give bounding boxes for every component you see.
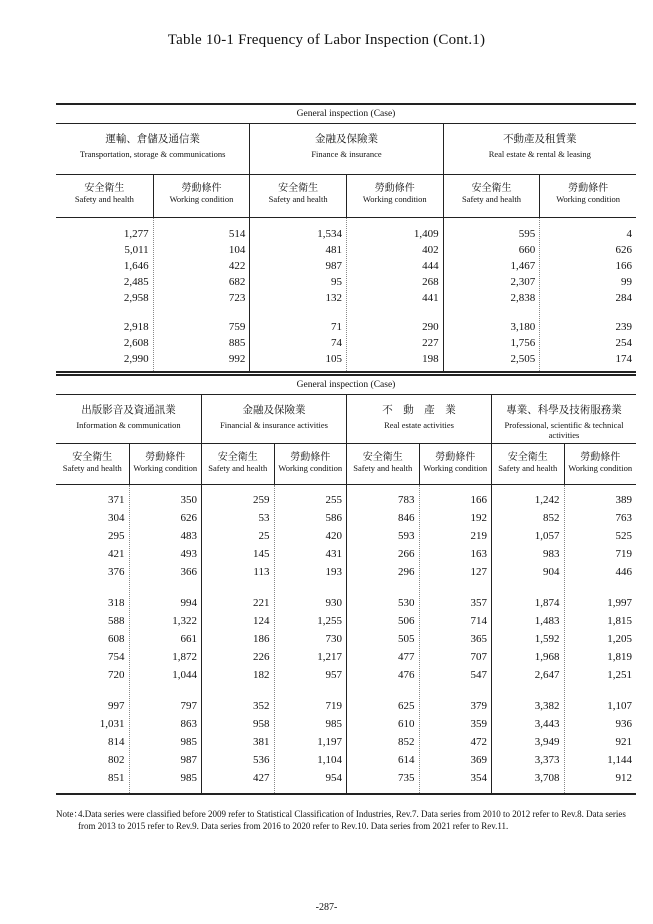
table-cell: 259 — [253, 494, 270, 506]
table-cell: 954 — [325, 772, 342, 784]
sub-header-zh: 安全衛生 — [278, 183, 319, 194]
table-cell: 95 — [330, 276, 342, 288]
table-cell: 625 — [398, 700, 415, 712]
table-cell: 1,277 — [123, 228, 149, 240]
table-cell: 958 — [253, 718, 270, 730]
table-cell: 226 — [253, 651, 270, 663]
table-cell: 608 — [108, 633, 125, 645]
table-cell: 754 — [108, 651, 125, 663]
sub-header-en: Working condition — [423, 463, 488, 473]
table-cell: 983 — [543, 548, 560, 560]
group-header — [201, 395, 346, 443]
table-cell: 2,307 — [510, 276, 536, 288]
table-cell: 227 — [422, 337, 439, 349]
table-cell: 379 — [470, 700, 487, 712]
group-zh: 專業、科學及技術服務業 — [506, 404, 622, 416]
table-cell: 547 — [470, 669, 487, 681]
table-cell: 304 — [108, 512, 125, 524]
table-cell: 530 — [398, 597, 415, 609]
table-cell: 1,819 — [607, 651, 632, 663]
working-header — [539, 175, 636, 217]
note-text: 4.Data series were classified before 2009 refer to Statistical Classification of Industries, Rev.7. Data series from 2010 to 2012 refer to Rev.8. Data series from 2013 to 2015 refer to Rev.9. Data series from 2016 to 2020 refer to Rev.10. Data series from 2021 refer to Rev.11. — [78, 809, 626, 831]
sub-header-en: Working condition — [278, 463, 343, 473]
table-cell: 2,838 — [510, 292, 536, 304]
table-cell: 930 — [325, 597, 342, 609]
group-header-row — [56, 124, 636, 175]
table-cell: 3,443 — [534, 718, 560, 730]
sub-header-en: Working condition — [556, 194, 620, 204]
table-cell: 936 — [615, 718, 632, 730]
table-cell: 863 — [180, 718, 197, 730]
table-cell: 296 — [398, 566, 415, 578]
table-cell: 25 — [258, 530, 270, 542]
sub-header-zh: 安全衛生 — [471, 183, 512, 194]
table-cell: 714 — [470, 615, 487, 627]
column-divider — [129, 485, 130, 793]
inspection-table-1 — [56, 103, 636, 373]
table-caption: General inspection (Case) — [56, 376, 636, 395]
table-cell: 588 — [108, 615, 125, 627]
group-en: Financial & insurance activities — [220, 420, 328, 430]
group-zh: 不動產及租賃業 — [503, 133, 577, 145]
table-cell: 593 — [398, 530, 415, 542]
group-header-row — [56, 395, 636, 444]
table-cell: 661 — [180, 633, 197, 645]
table-cell: 506 — [398, 615, 415, 627]
group-header — [443, 124, 636, 174]
table-cell: 1,217 — [317, 651, 342, 663]
column-divider — [419, 485, 420, 793]
table-cell: 852 — [398, 736, 415, 748]
table-cell: 254 — [615, 337, 632, 349]
table-cell: 290 — [422, 321, 439, 333]
group-header — [249, 124, 442, 174]
sub-header-en: Safety and health — [461, 194, 521, 204]
table-cell: 885 — [228, 337, 246, 349]
table-cell: 735 — [398, 772, 415, 784]
table-cell: 421 — [108, 548, 125, 560]
page-title: Table 10-1 Frequency of Labor Inspection (Cont.1) — [167, 32, 486, 48]
table-cell: 814 — [108, 736, 125, 748]
table-cell: 1,255 — [317, 615, 342, 627]
group-zh: 運輸、倉儲及通信業 — [105, 133, 200, 145]
sub-header-row — [56, 175, 636, 218]
table-cell: 851 — [108, 772, 125, 784]
table-cell: 2,958 — [123, 292, 149, 304]
table-cell: 846 — [398, 512, 415, 524]
table-cell: 720 — [108, 669, 125, 681]
table-cell: 5,011 — [124, 244, 149, 256]
sub-header-en: Safety and health — [498, 463, 558, 473]
sub-header-zh: 勞動條件 — [290, 452, 331, 463]
table-cell: 221 — [253, 597, 270, 609]
sub-header-en: Working condition — [133, 463, 198, 473]
table-cell: 992 — [228, 353, 246, 365]
sub-header-en: Working condition — [568, 463, 633, 473]
table-cell: 1,646 — [123, 260, 149, 272]
table-body — [56, 485, 636, 793]
table-cell: 610 — [398, 718, 415, 730]
table-cell: 2,608 — [123, 337, 149, 349]
table-cell: 483 — [180, 530, 197, 542]
table-cell: 124 — [253, 615, 270, 627]
table-cell: 783 — [398, 494, 415, 506]
table-cell: 266 — [398, 548, 415, 560]
sub-header-en: Safety and health — [208, 463, 268, 473]
table-cell: 441 — [422, 292, 439, 304]
column-divider — [153, 218, 154, 371]
column-divider — [274, 485, 275, 793]
sub-header-zh: 安全衛生 — [507, 452, 548, 463]
table-cell: 514 — [228, 228, 246, 240]
column-divider — [443, 218, 444, 371]
group-en: Real estate activities — [384, 420, 454, 430]
table-cell: 389 — [615, 494, 632, 506]
table-cell: 481 — [325, 244, 342, 256]
table-cell: 444 — [422, 260, 439, 272]
table-cell: 525 — [615, 530, 632, 542]
table-cell: 723 — [228, 292, 246, 304]
table-cell: 446 — [615, 566, 632, 578]
group-zh: 不 動 產 業 — [382, 404, 456, 416]
table-cell: 357 — [470, 597, 487, 609]
table-cell: 4 — [626, 228, 632, 240]
table-cell: 427 — [253, 772, 270, 784]
table-cell: 431 — [325, 548, 342, 560]
table-cell: 985 — [325, 718, 342, 730]
table-cell: 166 — [470, 494, 487, 506]
group-header — [56, 124, 249, 174]
note-label: Note： — [56, 809, 83, 819]
group-zh: 出版影音及資通訊業 — [81, 404, 176, 416]
table-cell: 219 — [470, 530, 487, 542]
sub-header-zh: 勞動條件 — [145, 452, 186, 463]
table-cell: 1,044 — [172, 669, 197, 681]
table-cell: 3,949 — [534, 736, 560, 748]
table-cell: 1,197 — [317, 736, 342, 748]
group-header — [491, 395, 636, 443]
sub-header-en: Working condition — [362, 194, 427, 204]
table-cell: 2,647 — [534, 669, 560, 681]
column-divider — [249, 218, 250, 371]
table-cell: 719 — [615, 548, 632, 560]
safety-header — [201, 444, 274, 484]
working-header — [346, 175, 443, 217]
table-cell: 371 — [108, 494, 125, 506]
table-cell: 2,918 — [123, 321, 149, 333]
table-cell: 350 — [180, 494, 197, 506]
sub-header-zh: 安全衛生 — [362, 452, 403, 463]
table-cell: 921 — [615, 736, 632, 748]
table-cell: 422 — [228, 260, 246, 272]
table-cell: 1,031 — [99, 718, 125, 730]
sub-header-zh: 安全衛生 — [72, 452, 113, 463]
safety-header — [346, 444, 419, 484]
table-cell: 145 — [253, 548, 270, 560]
table-cell: 1,144 — [607, 754, 632, 766]
table-cell: 366 — [180, 566, 197, 578]
table-cell: 239 — [615, 321, 632, 333]
working-header — [129, 444, 202, 484]
table-cell: 113 — [253, 566, 270, 578]
table-cell: 626 — [180, 512, 197, 524]
table-cell: 2,485 — [123, 276, 149, 288]
table-cell: 1,592 — [534, 633, 560, 645]
column-divider — [564, 485, 565, 793]
table-cell: 255 — [325, 494, 342, 506]
table-cell: 1,815 — [607, 615, 632, 627]
table-cell: 284 — [615, 292, 632, 304]
table-cell: 985 — [180, 736, 197, 748]
table-cell: 71 — [330, 321, 342, 333]
table-cell: 759 — [228, 321, 246, 333]
table-cell: 763 — [615, 512, 632, 524]
table-cell: 957 — [325, 669, 342, 681]
table-cell: 707 — [470, 651, 487, 663]
table-cell: 719 — [325, 700, 342, 712]
table-cell: 987 — [180, 754, 197, 766]
safety-header — [56, 444, 129, 484]
table-cell: 2,990 — [123, 353, 149, 365]
sub-header-zh: 安全衛生 — [84, 183, 125, 194]
column-divider — [346, 485, 347, 793]
table-cell: 987 — [325, 260, 342, 272]
table-cell: 420 — [325, 530, 342, 542]
page-number: -287- — [315, 902, 338, 913]
table-cell: 1,467 — [510, 260, 536, 272]
table-cell: 614 — [398, 754, 415, 766]
sub-header-zh: 安全衛生 — [217, 452, 258, 463]
table-cell: 354 — [470, 772, 487, 784]
sub-header-zh: 勞動條件 — [435, 452, 476, 463]
table-cell: 104 — [228, 244, 246, 256]
table-cell: 1,483 — [534, 615, 560, 627]
column-divider — [539, 218, 540, 371]
sub-header-zh: 勞動條件 — [181, 183, 222, 194]
table-cell: 477 — [398, 651, 415, 663]
table-cell: 472 — [470, 736, 487, 748]
table-cell: 1,872 — [172, 651, 197, 663]
table-cell: 3,373 — [534, 754, 560, 766]
table-cell: 132 — [325, 292, 342, 304]
safety-header — [443, 175, 540, 217]
table-cell: 369 — [470, 754, 487, 766]
table-cell: 476 — [398, 669, 415, 681]
table-cell: 1,322 — [172, 615, 197, 627]
table-cell: 193 — [325, 566, 342, 578]
safety-header — [56, 175, 153, 217]
table-cell: 912 — [615, 772, 632, 784]
table-cell: 505 — [398, 633, 415, 645]
table-cell: 493 — [180, 548, 197, 560]
table-cell: 365 — [470, 633, 487, 645]
table-cell: 1,534 — [317, 228, 342, 240]
table-cell: 1,057 — [534, 530, 560, 542]
table-cell: 1,968 — [534, 651, 560, 663]
sub-header-en: Working condition — [169, 194, 234, 204]
safety-header — [249, 175, 346, 217]
table-cell: 1,756 — [510, 337, 536, 349]
sub-header-zh: 勞動條件 — [568, 183, 609, 194]
table-cell: 3,382 — [534, 700, 560, 712]
sub-header-row — [56, 444, 636, 485]
table-cell: 359 — [470, 718, 487, 730]
group-en: Finance & insurance — [311, 149, 382, 159]
group-header — [56, 395, 201, 443]
table-caption: General inspection (Case) — [56, 105, 636, 124]
group-header — [346, 395, 491, 443]
table-cell: 182 — [253, 669, 270, 681]
table-cell: 127 — [470, 566, 487, 578]
table-cell: 352 — [253, 700, 270, 712]
table-cell: 536 — [253, 754, 270, 766]
column-divider — [346, 218, 347, 371]
table-cell: 166 — [615, 260, 632, 272]
working-header — [419, 444, 492, 484]
table-cell: 3,180 — [510, 321, 536, 333]
column-divider — [201, 485, 202, 793]
table-cell: 376 — [108, 566, 125, 578]
table-cell: 1,104 — [317, 754, 342, 766]
table-body — [56, 218, 636, 371]
safety-header — [491, 444, 564, 484]
table-cell: 163 — [470, 548, 487, 560]
working-header — [153, 175, 250, 217]
group-en: Transportation, storage & communications — [79, 149, 226, 159]
table-cell: 295 — [108, 530, 125, 542]
table-cell: 1,251 — [607, 669, 632, 681]
sub-header-zh: 勞動條件 — [580, 452, 621, 463]
table-cell: 1,205 — [607, 633, 632, 645]
sub-header-en: Safety and health — [74, 194, 134, 204]
table-cell: 682 — [228, 276, 246, 288]
group-zh: 金融及保險業 — [242, 404, 306, 416]
table-cell: 802 — [108, 754, 125, 766]
sub-header-en: Safety and health — [353, 463, 413, 473]
table-cell: 730 — [325, 633, 342, 645]
working-header — [274, 444, 347, 484]
group-en: Real estate & rental & leasing — [488, 149, 591, 159]
column-divider — [491, 485, 492, 793]
table-cell: 1,874 — [534, 597, 560, 609]
table-cell: 402 — [422, 244, 439, 256]
table-cell: 1,242 — [534, 494, 560, 506]
footnote — [56, 808, 636, 832]
sub-header-zh: 勞動條件 — [374, 183, 415, 194]
table-cell: 852 — [543, 512, 560, 524]
table-cell: 797 — [180, 700, 197, 712]
table-cell: 186 — [253, 633, 270, 645]
sub-header-en: Safety and health — [268, 194, 328, 204]
table-cell: 1,997 — [607, 597, 632, 609]
table-cell: 99 — [620, 276, 632, 288]
table-cell: 381 — [253, 736, 270, 748]
group-zh: 金融及保險業 — [314, 133, 378, 145]
table-cell: 997 — [108, 700, 125, 712]
table-cell: 105 — [325, 353, 342, 365]
table-cell: 192 — [470, 512, 487, 524]
table-cell: 904 — [543, 566, 560, 578]
group-en: Information & communication — [76, 420, 181, 430]
table-cell: 2,505 — [510, 353, 536, 365]
table-cell: 985 — [180, 772, 197, 784]
table-cell: 586 — [325, 512, 342, 524]
inspection-table-2 — [56, 374, 636, 795]
sub-header-en: Safety and health — [62, 463, 122, 473]
group-en: Professional, scientific & technical activities — [504, 420, 624, 440]
working-header — [564, 444, 637, 484]
table-cell: 1,107 — [607, 700, 632, 712]
table-cell: 660 — [518, 244, 536, 256]
table-cell: 268 — [422, 276, 439, 288]
table-cell: 1,409 — [413, 228, 439, 240]
table-cell: 626 — [615, 244, 632, 256]
table-cell: 198 — [422, 353, 439, 365]
table-cell: 3,708 — [534, 772, 560, 784]
table-cell: 994 — [180, 597, 197, 609]
table-cell: 318 — [108, 597, 125, 609]
table-cell: 595 — [518, 228, 536, 240]
table-cell: 53 — [258, 512, 270, 524]
table-cell: 74 — [330, 337, 342, 349]
table-cell: 174 — [615, 353, 632, 365]
